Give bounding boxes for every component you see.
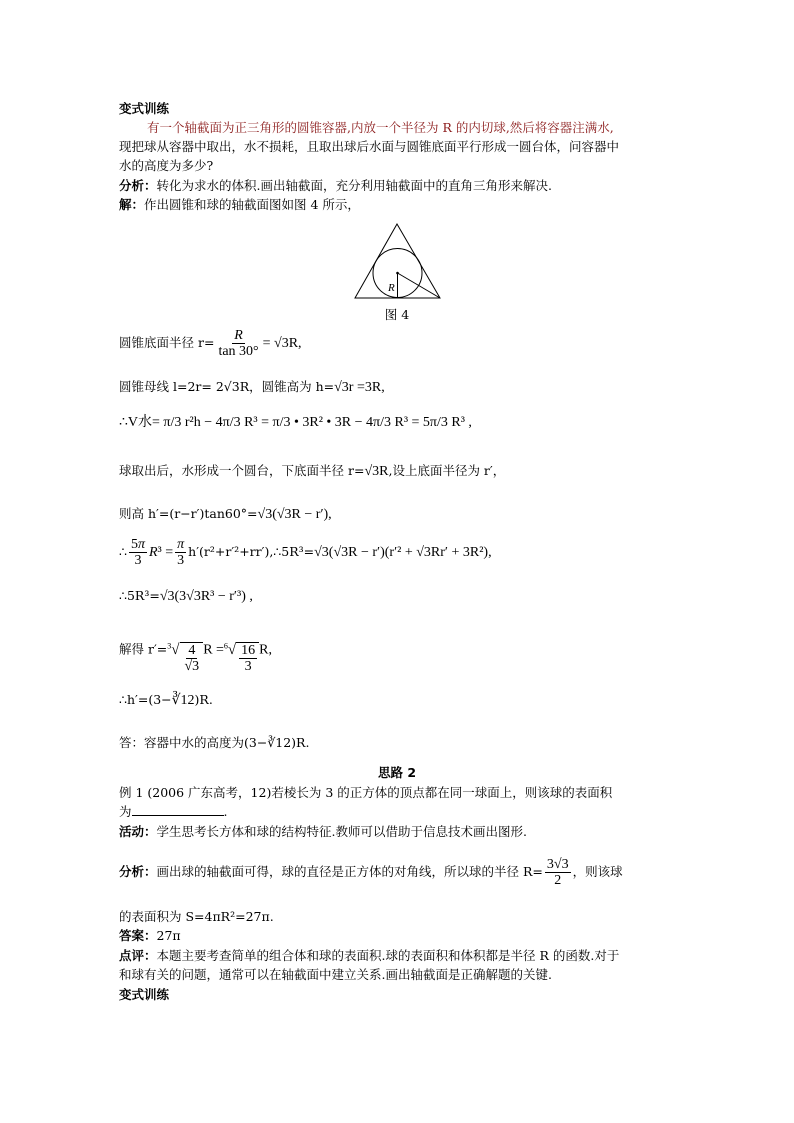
eq2-part-a: 圆锥母线 l=2r= 2√3R，圆锥高为 h=: [119, 379, 335, 394]
answer-label: 答案：: [119, 928, 157, 943]
eq6-frac-left: $\frac{5\pi}{3}$: [130, 537, 145, 568]
section-heading-2: 思路 2: [377, 765, 417, 780]
analysis-label: 分析：: [119, 178, 157, 193]
radius-frac-den: 2: [554, 873, 562, 888]
eq-slant-height: [119, 378, 385, 397]
comment-text-1: 本题主要考查简单的组合体和球的表面积.球的表面积和体积都是半径 R 的函数.对于: [156, 948, 620, 963]
solution-line: [119, 196, 360, 214]
center-to-vertex-line: [398, 273, 441, 298]
comment-line-2: 和球有关的问题，通常可以在轴截面中建立关系.画出轴截面是正确解题的关键.: [119, 967, 552, 982]
eq6-frac-right: $\frac{\pi}{3}$: [177, 537, 185, 568]
activity-text: 学生思考长方体和球的结构特征.教师可以借助于信息技术画出图形.: [156, 824, 527, 839]
eq6-part-c: √3(√3R − r′)(r′² + √3Rr′ + 3R²),: [314, 545, 492, 560]
eq1-prefix: 圆锥底面半径 r=: [119, 335, 215, 350]
eq9-part-a: ∴h′=(3−: [119, 692, 172, 707]
analysis-line: [119, 177, 552, 195]
figure-radius-label: R: [388, 282, 395, 294]
eq6-therefore: ∴: [119, 544, 127, 559]
figure-caption: 图 4: [384, 307, 410, 322]
eq-frustum: [119, 462, 505, 481]
eq-frustum-height: [119, 505, 332, 524]
example-line-1: 例 1 (2006 广东高考，12)若棱长为 3 的正方体的顶点都在同一球面上，则该球的表面积: [119, 785, 613, 800]
eq4-part-a: 球取出后，水形成一个圆台，下底面半径 r=: [119, 463, 365, 478]
answer-blank: [132, 803, 224, 816]
problem-line-1: 有一个轴截面为正三角形的圆锥容器,内放一个半径为 R 的内切球,然后将容器注满水,: [147, 120, 614, 135]
radius-fraction: [545, 857, 571, 888]
answer-line: 答：容器中水的高度为(3−∛12)R.: [119, 735, 310, 750]
section-title: 变式训练: [119, 101, 170, 116]
answer-line-2: [119, 927, 181, 945]
comment-line-1: [119, 947, 619, 965]
eq6-part-b: h′(r²+r′²+rr′),∴5R³=: [188, 544, 315, 559]
eq8-part-a: 解得 r′=: [119, 641, 168, 657]
eq-water-volume: ∴V水= π/3 r²h − 4π/3 R³ = π/3 • 3R² • 3R − 4π/3 R³ = 5π/3 R³ ,: [119, 415, 472, 430]
cone-axial-section-figure: [350, 220, 450, 304]
answer-value: 27π: [156, 928, 181, 943]
eq1-rhs: = √3R,: [262, 336, 302, 351]
eq-h-prime: [119, 691, 213, 710]
analysis-label-2: 分析：: [119, 864, 157, 879]
eq1-numerator: R: [234, 328, 243, 343]
solution-text: 作出圆锥和球的轴截面图如图 4 所示，: [144, 197, 360, 212]
analysis-tail: ，则该球: [572, 864, 623, 879]
eq8-part-c: R,: [259, 642, 272, 658]
eq7-part-b: √3(3√3R³ − r′³) ,: [159, 589, 253, 604]
eq9-part-c: )R.: [194, 692, 213, 707]
radius-frac-num: 3√3: [546, 857, 569, 872]
eq9-part-b: ∛12: [171, 693, 195, 708]
eq-simplified: [119, 587, 253, 606]
surface-area-line: 的表面积为 S=4πR²=27π.: [119, 909, 274, 924]
eq-volume-equation: ∴ $\frac{5\pi}{3}$ R³ = $\frac{\pi}{3}$ h′(r²+r′²+rr′),∴5R³=√3(√3R − r′)(r′² + √3Rr′ + 3R²),: [119, 537, 492, 568]
eq-solve-r: 解得 r′=$^3$√ $\frac{4}{√3}$ R =$^6$√ $\frac{16}{3}$ R,: [119, 641, 272, 674]
activity-label: 活动：: [119, 824, 157, 839]
activity-line: [119, 823, 527, 841]
next-section-title: 变式训练: [119, 987, 170, 1002]
eq2-part-b: √3r =3R,: [334, 380, 385, 395]
eq5-part-b: √3(√3R − r′),: [257, 507, 332, 522]
eq1-fraction: [216, 328, 260, 359]
problem-line-3: 水的高度为多少?: [119, 158, 214, 173]
eq4-part-c: ,设上底面半径为 r′，: [388, 463, 506, 478]
eq4-part-b: √3R: [364, 464, 389, 479]
solution-label: 解：: [119, 197, 145, 212]
eq8-part-b: R =: [203, 642, 224, 658]
analysis-line-2: [119, 857, 623, 888]
eq5-part-a: 则高 h′=(r−r′)tan60°=: [119, 506, 258, 521]
comment-label: 点评：: [119, 948, 157, 963]
eq-base-radius: [119, 328, 302, 359]
center-dot: [396, 272, 399, 275]
analysis-text: 转化为求水的体积.画出轴截面，充分利用轴截面中的直角三角形来解决.: [156, 178, 552, 193]
eq1-denominator: tan 30°: [218, 344, 259, 359]
example-line-2: 为 .: [119, 804, 228, 819]
eq7-part-a: ∴5R³=: [119, 588, 160, 603]
problem-line-2: 现把球从容器中取出，水不损耗，且取出球后水面与圆锥底面平行形成一圆台体，问容器中: [119, 139, 620, 154]
example-line-2-text: 为: [119, 804, 132, 819]
analysis-text-2: 画出球的轴截面可得，球的直径是正方体的对角线，所以球的半径 R=: [156, 864, 543, 879]
